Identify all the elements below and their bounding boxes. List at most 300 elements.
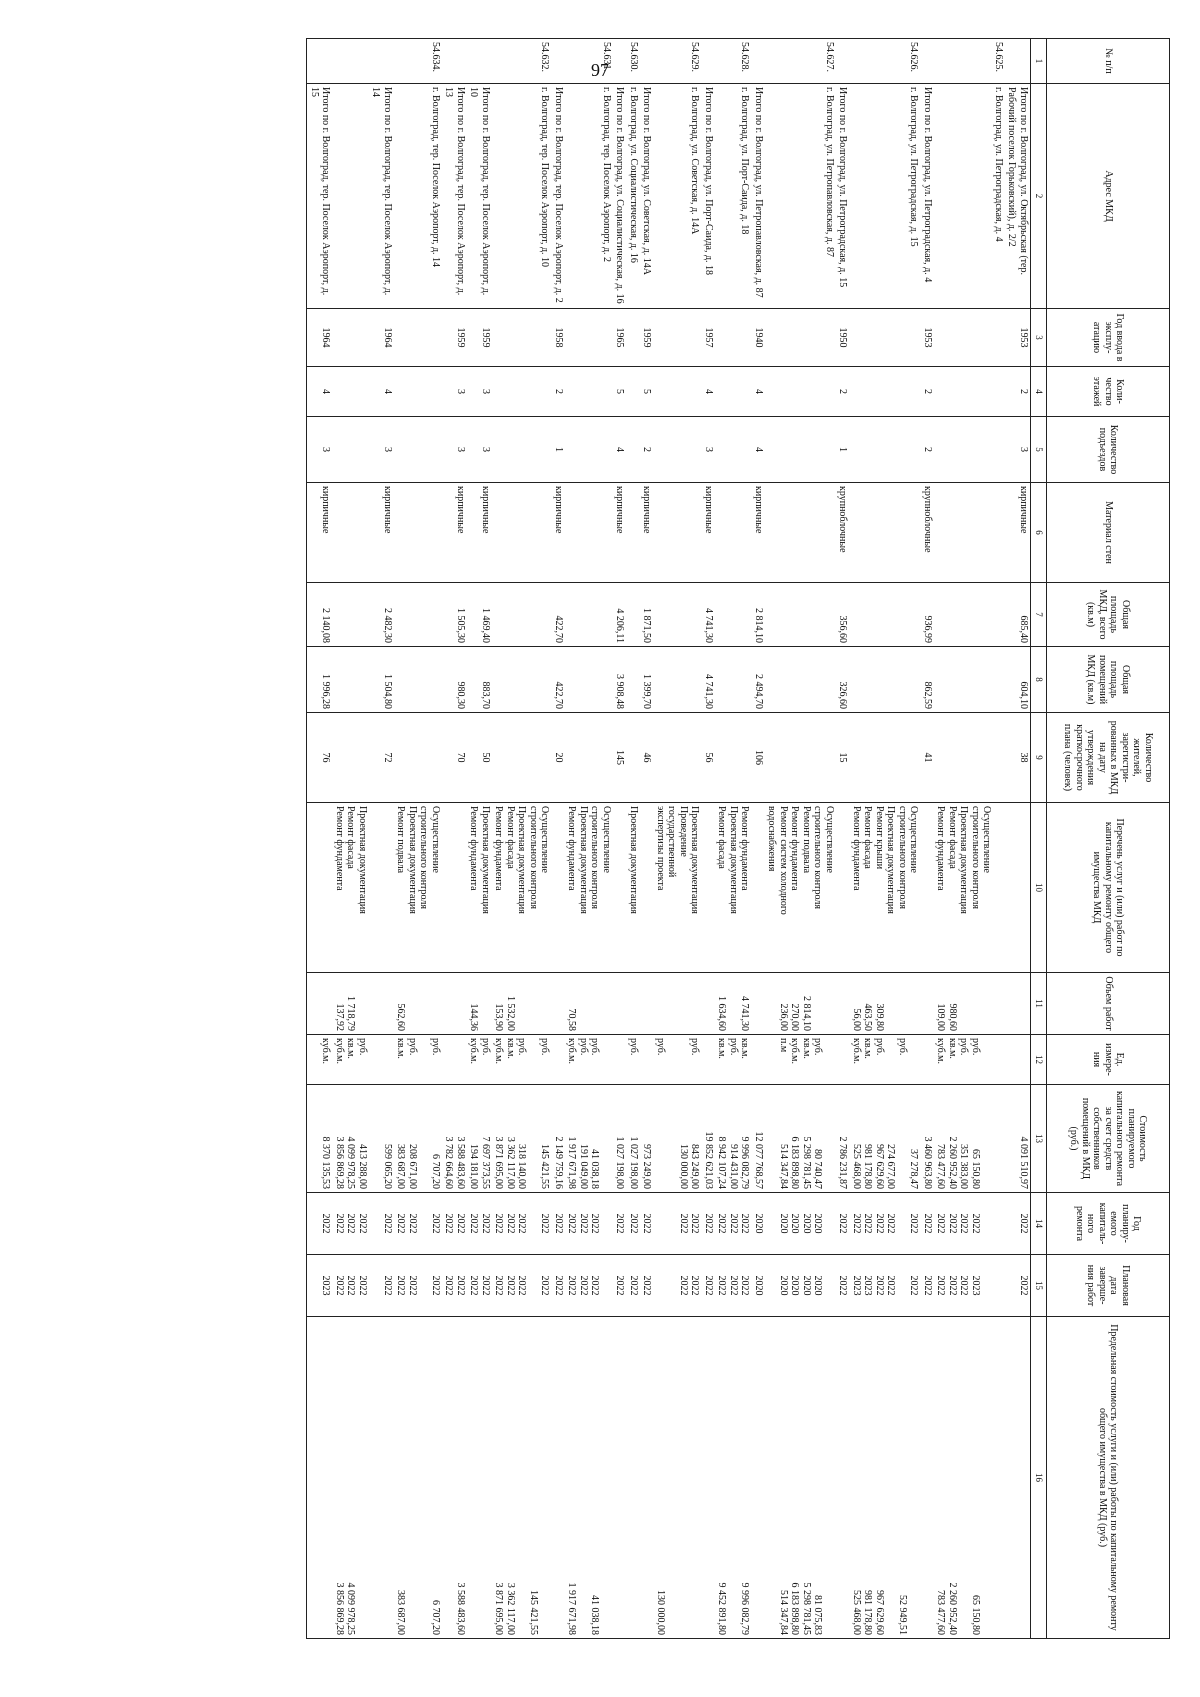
limit-cost-line: [885, 1320, 897, 1635]
column-number: 10: [1031, 803, 1047, 973]
entrance-count: 3: [467, 417, 492, 483]
planned-year-line: 2022: [678, 1213, 689, 1234]
total-area: 356,60: [836, 583, 850, 647]
planned-year-line: 2022: [862, 1213, 874, 1234]
column-number: 9: [1031, 713, 1047, 803]
wall-material: крупноблочные: [836, 483, 850, 583]
unit-line: куб.м.: [334, 1038, 345, 1065]
limit-cost-line: [837, 1320, 849, 1635]
limit-cost: [369, 1317, 394, 1639]
work-list-line: [553, 806, 565, 969]
entrance-count: 4: [752, 417, 766, 483]
floor-count: [333, 367, 370, 417]
limit-cost-line: 525 468,00: [851, 1590, 862, 1635]
unit-line: [981, 1038, 993, 1081]
entrance-count: 3: [442, 417, 467, 483]
work-volume-line: [1018, 976, 1030, 1031]
resident-count: 41: [921, 713, 935, 803]
floor-count: 5: [640, 367, 654, 417]
resident-count: 145: [613, 713, 627, 803]
address: Итого по г. Волгоград, ул. Октябрьская (тер. Рабочий поселок Горьковский), д. 2/2: [1005, 84, 1031, 309]
limit-cost: [654, 1317, 702, 1639]
completion-date-line: [528, 1258, 540, 1313]
planned-year: [627, 1193, 641, 1255]
limit-cost: [1005, 1317, 1031, 1639]
column-header: Количество жителей, зарегистри- рованных в МКД на дату утверждения краткосрочного плана (человек): [1047, 713, 1170, 803]
wall-material: кирпичные: [1005, 483, 1031, 583]
planned-year-line: 2022: [908, 1213, 920, 1234]
unit-line: руб.: [480, 1038, 491, 1056]
planned-year-line: 2022: [468, 1213, 480, 1234]
completion-date: [1005, 1255, 1031, 1317]
limit-cost-line: [480, 1320, 492, 1635]
table-row: [467, 39, 492, 1639]
limit-cost: [850, 1317, 921, 1639]
limit-cost: [836, 1317, 850, 1639]
total-area: [850, 583, 921, 647]
entrance-count: 3: [369, 417, 394, 483]
unit-line: руб.: [897, 1038, 908, 1056]
column-header: Год ввода в эксплу- атацию: [1047, 309, 1170, 367]
work-list: [1005, 803, 1031, 973]
limit-cost-line: [824, 1320, 836, 1635]
unit: [715, 1035, 752, 1085]
work-list-line: Проектная документация: [516, 806, 528, 914]
address: г. Волгоград, ул. Порт-Саида, д. 18: [715, 84, 752, 309]
limit-cost-line: [614, 1320, 626, 1635]
floor-count: 2: [1005, 367, 1031, 417]
completion-date-line: 2022: [703, 1275, 714, 1296]
work-volume-line: [614, 976, 626, 1031]
planned-year-line: 2022: [958, 1213, 970, 1234]
planned-year-line: 2022: [553, 1213, 564, 1234]
year-built: 1950: [836, 309, 850, 367]
total-area: 4 206,11: [613, 583, 627, 647]
work-volume-line: [578, 976, 590, 1031]
completion-date-line: 2022: [837, 1275, 849, 1296]
work-volume-line: [728, 976, 740, 1031]
planned-year-line: 2022: [837, 1213, 849, 1234]
table-row: [765, 39, 836, 1639]
header-row: [1047, 39, 1170, 1639]
floor-count: 4: [307, 367, 333, 417]
floor-count: 3: [467, 367, 492, 417]
work-list-line: Ремонт подвала: [801, 806, 812, 874]
planned-cost-line: 1 027 198,00: [628, 1136, 639, 1189]
completion-date-line: [666, 1258, 678, 1313]
column-number: 4: [1031, 367, 1047, 417]
planned-year-line: 2022: [1018, 1213, 1029, 1234]
work-list-line: Осуществление: [539, 806, 551, 873]
planned-year-line: 2020: [778, 1213, 789, 1234]
planned-cost-line: 8 370 135,53: [320, 1136, 332, 1189]
work-list-line: [455, 806, 467, 969]
premises-area: 2 494,70: [752, 647, 766, 713]
resident-count: [394, 713, 442, 803]
work-volume-line: 562,60: [395, 1003, 407, 1031]
work-list-line: Ремонт фундамента: [851, 806, 862, 891]
unit: [921, 1035, 935, 1085]
resident-count: [934, 713, 1005, 803]
planned-cost-line: [655, 1088, 667, 1189]
premises-area: [715, 647, 752, 713]
completion-date-line: 2022: [885, 1275, 897, 1296]
work-list-line: Проведение: [678, 806, 689, 857]
address: Итого по г. Волгоград, ул. Петроградская, д. 4: [921, 84, 935, 309]
total-area: [765, 583, 836, 647]
column-header: Адрес МКД: [1047, 84, 1170, 309]
planned-cost: [394, 1085, 442, 1193]
planned-cost-line: 37 278,47: [908, 1149, 920, 1189]
work-list-line: строительного контроля: [812, 806, 824, 909]
work-volume: [921, 973, 935, 1035]
entrance-count: [715, 417, 752, 483]
work-list-line: Осуществление: [824, 806, 835, 873]
work-list-line: Ремонт крыши: [874, 806, 885, 870]
completion-date-line: 2023: [970, 1275, 981, 1296]
table-row: [442, 39, 467, 1639]
planned-cost-line: 3 362 117,00: [505, 1136, 516, 1189]
unit: [627, 1035, 641, 1085]
entrance-count: 1: [836, 417, 850, 483]
completion-date-line: [897, 1258, 909, 1313]
table-row: [921, 39, 935, 1639]
work-volume-line: [970, 976, 982, 1031]
work-list-line: Ремонт фундамента: [739, 806, 751, 891]
planned-cost-line: 191 049,00: [578, 1144, 589, 1189]
completion-date: [369, 1255, 394, 1317]
work-list: [715, 803, 752, 973]
table-row: [565, 39, 613, 1639]
total-area: [565, 583, 613, 647]
unit: [369, 1035, 394, 1085]
total-area: [934, 583, 1005, 647]
limit-cost-line: 967 629,60: [874, 1590, 885, 1635]
address: Итого по г. Волгоград, тер. Поселок Аэропорт, д. 2: [552, 84, 566, 309]
unit-line: руб.: [728, 1038, 739, 1056]
work-list-line: Ремонт фасада: [862, 806, 874, 869]
premises-area: [565, 647, 613, 713]
unit: [492, 1035, 552, 1085]
work-volume-line: [958, 976, 970, 1031]
premises-area: [850, 647, 921, 713]
address: г. Волгоград, тер. Поселок Аэропорт, д. 14: [394, 84, 442, 309]
planned-year-line: 2022: [628, 1213, 639, 1234]
floor-count: [492, 367, 552, 417]
completion-date-line: 2022: [589, 1275, 601, 1296]
completion-date-line: 2022: [539, 1275, 551, 1296]
planned-year-line: [897, 1196, 909, 1251]
completion-date-line: 2022: [516, 1275, 528, 1296]
entrance-count: 1: [552, 417, 566, 483]
planned-year-line: 2022: [395, 1213, 407, 1234]
address: г. Волгоград, тер. Поселок Аэропорт, д. 10: [492, 84, 552, 309]
planned-year: [702, 1193, 716, 1255]
completion-date: [715, 1255, 752, 1317]
total-area: 685,40: [1005, 583, 1031, 647]
limit-cost-line: [468, 1320, 480, 1635]
resident-count: [765, 713, 836, 803]
limit-cost-line: [678, 1320, 690, 1635]
limit-cost: [333, 1317, 370, 1639]
completion-date: [627, 1255, 641, 1317]
unit: [934, 1035, 1005, 1085]
limit-cost-line: [407, 1320, 419, 1635]
planned-year-line: 2020: [753, 1213, 764, 1234]
unit-line: [885, 1038, 897, 1081]
address: [333, 84, 370, 309]
wall-material: кирпичные: [613, 483, 627, 583]
total-area: 1 505,30: [442, 583, 467, 647]
work-list-line: Ремонт фундамента: [468, 806, 480, 891]
limit-cost-line: 130 000,00: [655, 1590, 666, 1635]
completion-date: [752, 1255, 766, 1317]
entrance-count: [850, 417, 921, 483]
column-header: Плановая дата заверше- ния работ: [1047, 1255, 1170, 1317]
work-list: [765, 803, 836, 973]
unit: [836, 1035, 850, 1085]
planned-cost-line: 967 629,60: [874, 1144, 885, 1189]
planned-year-line: 2022: [728, 1213, 739, 1234]
completion-date-line: 2020: [812, 1275, 824, 1296]
resident-count: [627, 713, 641, 803]
work-list-line: строительного контроля: [589, 806, 601, 909]
planned-year-line: 2022: [935, 1213, 947, 1234]
work-volume: [934, 973, 1005, 1035]
resident-count: 38: [1005, 713, 1031, 803]
unit: [613, 1035, 627, 1085]
wall-material: [333, 483, 370, 583]
table-body: [307, 39, 1031, 1639]
planned-year-line: 2020: [812, 1213, 824, 1234]
row-number: [369, 39, 394, 84]
completion-date-line: 2022: [407, 1275, 418, 1296]
planned-cost-line: 383 687,00: [395, 1144, 407, 1189]
unit-line: [766, 1038, 778, 1081]
unit-line: руб.: [874, 1038, 885, 1056]
work-volume-line: [480, 976, 492, 1031]
entrance-count: 3: [702, 417, 716, 483]
work-list-line: водоснабжения: [766, 806, 778, 872]
completion-date-line: 2020: [753, 1275, 764, 1296]
year-built: 1964: [307, 309, 333, 367]
work-volume: [836, 973, 850, 1035]
completion-date-line: 2022: [716, 1275, 728, 1296]
column-number: 12: [1031, 1035, 1047, 1085]
planned-year-line: 2022: [480, 1213, 491, 1234]
work-list-line: Ремонт фундамента: [789, 806, 801, 891]
planned-year-line: 2022: [922, 1213, 933, 1234]
work-volume-line: [885, 976, 897, 1031]
planned-year: [765, 1193, 836, 1255]
table-row: [307, 39, 333, 1639]
premises-area: [934, 647, 1005, 713]
planned-cost-line: 19 852 621,03: [703, 1131, 714, 1189]
completion-date: [836, 1255, 850, 1317]
planned-year-line: 2020: [789, 1213, 801, 1234]
completion-date: [765, 1255, 836, 1317]
work-volume-line: 56,00: [851, 1008, 862, 1031]
resident-count: [715, 713, 752, 803]
limit-cost-line: [539, 1320, 551, 1635]
planned-cost-line: 65 150,80: [970, 1149, 981, 1189]
work-list-line: строительного контроля: [418, 806, 430, 909]
completion-date: [394, 1255, 442, 1317]
planned-year-line: 2022: [578, 1213, 589, 1234]
row-number: [836, 39, 850, 84]
entrance-count: [627, 417, 641, 483]
work-volume: [752, 973, 766, 1035]
planned-cost: [836, 1085, 850, 1193]
column-header: Материал стен: [1047, 483, 1170, 583]
planned-cost: [921, 1085, 935, 1193]
planned-year-line: 2022: [430, 1213, 441, 1234]
unit-line: [601, 1038, 613, 1081]
limit-cost: [640, 1317, 654, 1639]
planned-cost-line: [897, 1088, 909, 1189]
address: г. Волгоград, ул. Петропавловская, д. 87: [765, 84, 836, 309]
planned-cost-line: [993, 1088, 1005, 1189]
premises-area: [492, 647, 552, 713]
planned-year-line: 2022: [334, 1213, 345, 1234]
planned-cost-line: 3 856 869,28: [334, 1136, 345, 1189]
work-volume-line: 980,60: [947, 1003, 958, 1031]
completion-date-line: 2022: [922, 1275, 933, 1296]
premises-area: 3 908,48: [613, 647, 627, 713]
address: г. Волгоград, ул. Петроградская, д. 15: [850, 84, 921, 309]
work-volume-line: 109,00: [935, 1003, 947, 1031]
planned-cost: [333, 1085, 370, 1193]
work-list: [307, 803, 333, 973]
work-list: [613, 803, 627, 973]
work-list-line: Ремонт фундамента: [334, 806, 345, 891]
planned-year-line: [528, 1196, 540, 1251]
work-volume-line: [824, 976, 836, 1031]
planned-year-line: 2022: [970, 1213, 981, 1234]
work-volume-line: [655, 976, 667, 1031]
completion-date-line: [993, 1258, 1005, 1313]
unit-line: [908, 1038, 920, 1081]
planned-cost-line: 525 468,00: [851, 1144, 862, 1189]
row-number: [640, 39, 654, 84]
planned-year-line: [601, 1196, 613, 1251]
row-number: [1005, 39, 1031, 84]
table-row: [1005, 39, 1031, 1639]
table-row: [934, 39, 1005, 1639]
address: Итого по г. Волгоград, ул. Социалистическая, д. 16: [613, 84, 627, 309]
completion-date-line: 2022: [480, 1275, 491, 1296]
planned-cost: [640, 1085, 654, 1193]
planned-cost-line: 413 288,00: [357, 1144, 368, 1189]
limit-cost-line: [703, 1320, 715, 1635]
work-volume: [467, 973, 492, 1035]
floor-count: 2: [921, 367, 935, 417]
planned-cost-line: 981 178,80: [862, 1144, 874, 1189]
limit-cost-line: [357, 1320, 369, 1635]
completion-date-line: 2022: [430, 1275, 441, 1296]
unit-line: [641, 1038, 653, 1081]
completion-date: [333, 1255, 370, 1317]
planned-year-line: [666, 1196, 678, 1251]
floor-count: 2: [836, 367, 850, 417]
premises-area: 1 399,70: [640, 647, 654, 713]
planned-year-line: 2022: [614, 1213, 626, 1234]
limit-cost-line: [578, 1320, 590, 1635]
unit: [1005, 1035, 1031, 1085]
column-number: 13: [1031, 1085, 1047, 1193]
work-volume: [492, 973, 552, 1035]
completion-date-line: 2022: [443, 1275, 455, 1296]
unit-line: [678, 1038, 690, 1081]
column-header: Ед. измере- ния: [1047, 1035, 1170, 1085]
planned-cost: [369, 1085, 394, 1193]
column-number: 1: [1031, 39, 1047, 84]
completion-date-line: 2022: [395, 1275, 407, 1296]
wall-material: [627, 483, 641, 583]
planned-cost: [442, 1085, 467, 1193]
work-list: [654, 803, 702, 973]
row-number: 54.628.: [715, 39, 752, 84]
total-area: 1 469,40: [467, 583, 492, 647]
row-number: [442, 39, 467, 84]
completion-date-line: 2020: [801, 1275, 812, 1296]
completion-date-line: 2023: [851, 1275, 862, 1296]
planned-cost-line: 8 942 107,24: [716, 1136, 728, 1189]
table-row: [552, 39, 566, 1639]
work-list: [565, 803, 613, 973]
work-volume-line: [922, 976, 934, 1031]
wall-material: кирпичные: [552, 483, 566, 583]
work-list-line: Ремонт фундамента: [493, 806, 505, 891]
column-header: Объем работ: [1047, 973, 1170, 1035]
limit-cost-line: [981, 1320, 993, 1635]
unit: [654, 1035, 702, 1085]
completion-date-line: [766, 1258, 778, 1313]
planned-cost-line: 12 077 768,57: [753, 1131, 764, 1189]
column-header: Стоимость планируемого капитального ремонта за счет средств собственников помещений в МКД (руб.): [1047, 1085, 1170, 1193]
limit-cost-line: [553, 1320, 565, 1635]
work-volume-line: [418, 976, 430, 1031]
limit-cost-line: 3 856 869,28: [334, 1582, 345, 1635]
unit-line: кв.м.: [345, 1038, 357, 1059]
limit-cost-line: 65 150,80: [970, 1595, 981, 1635]
completion-date-line: 2022: [908, 1275, 920, 1296]
limit-cost-line: [382, 1320, 394, 1635]
completion-date: [565, 1255, 613, 1317]
resident-count: 72: [369, 713, 394, 803]
row-number: [552, 39, 566, 84]
planned-year-line: 2022: [566, 1213, 578, 1234]
work-list-line: [753, 806, 765, 969]
floor-count: [715, 367, 752, 417]
completion-date-line: [418, 1258, 430, 1313]
planned-cost: [654, 1085, 702, 1193]
completion-date-line: 2022: [678, 1275, 689, 1296]
limit-cost-line: [516, 1320, 528, 1635]
completion-date-line: 2023: [862, 1275, 874, 1296]
limit-cost: [921, 1317, 935, 1639]
resident-count: 15: [836, 713, 850, 803]
work-volume: [850, 973, 921, 1035]
column-header: № п/п: [1047, 39, 1170, 84]
completion-date-line: 2022: [505, 1275, 516, 1296]
wall-material: крупноблочные: [921, 483, 935, 583]
work-list: [442, 803, 467, 973]
completion-date: [467, 1255, 492, 1317]
planned-cost-line: 318 140,00: [516, 1144, 528, 1189]
table-row: [369, 39, 394, 1639]
total-area: [627, 583, 641, 647]
